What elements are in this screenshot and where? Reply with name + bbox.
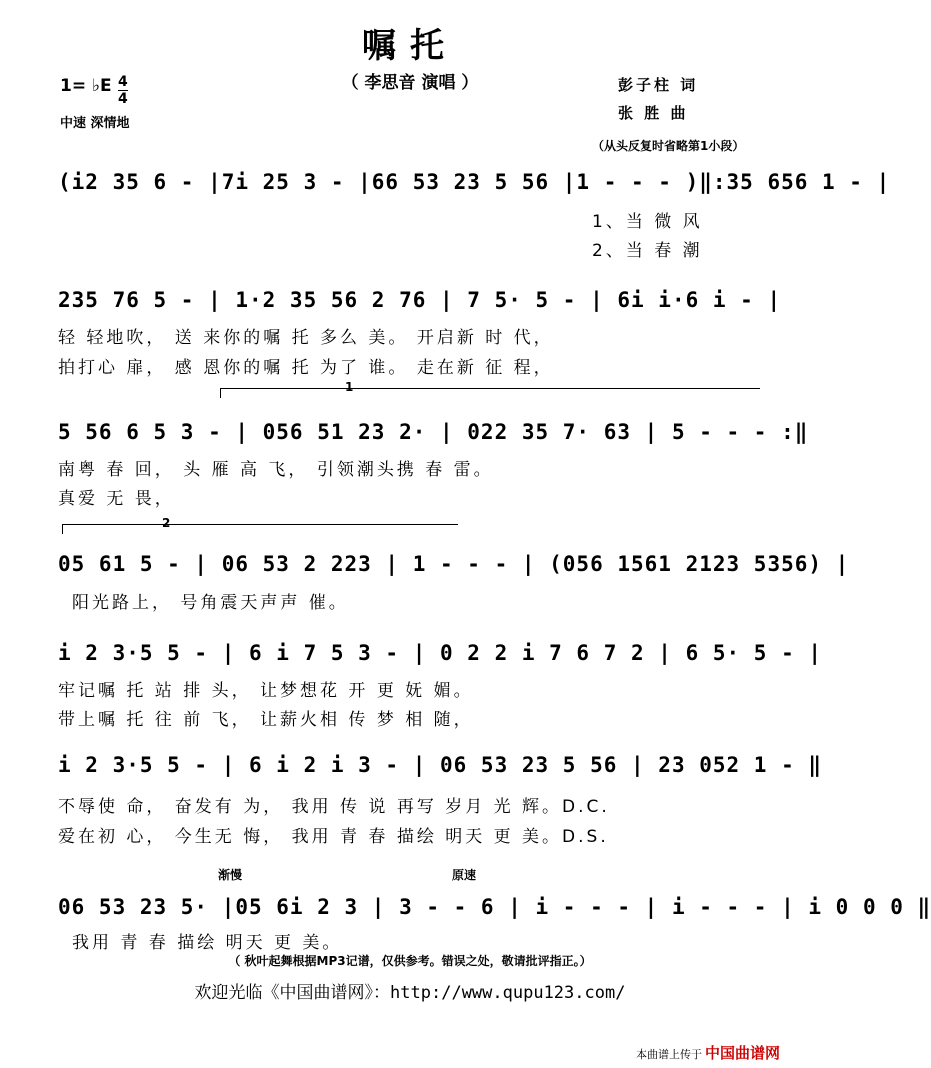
a-tempo-mark: 原速 — [452, 868, 477, 882]
lyric-line: 南粤 春 回， 头 雁 高 飞， 引领潮头携 春 雷。 — [58, 460, 494, 480]
volta-2-tick — [62, 524, 63, 534]
composer-credit: 张 胜 曲 — [618, 104, 689, 122]
singer-credit: （ 李思音 演唱 ） — [341, 73, 479, 93]
lyric-line: 真爱 无 畏， — [58, 489, 175, 509]
tempo-marking: 中速 深情地 — [60, 116, 130, 131]
repeat-note: （从头反复时省略第1小段） — [592, 139, 745, 153]
site-logo: 中国曲谱网 — [704, 1044, 780, 1062]
score-line-1: (i2 35 6 - |7i 25 3 - |66 53 23 5 56 |1 - - - )‖:35 656 1 - | — [58, 170, 891, 194]
score-line-2: 235 76 5 - | 1·2 35 56 2 76 | 7 5· 5 - | 6i i·6 i - | — [58, 288, 782, 312]
site-link[interactable]: 欢迎光临《中国曲谱网》：http://www.qupu123.com/ — [194, 983, 626, 1003]
lyric-line: 我用 青 春 描绘 明天 更 美。 — [72, 933, 343, 953]
lyric-line: 牢记嘱 托 站 排 头， 让梦想花 开 更 妩 媚。 — [58, 681, 474, 701]
lyric-line: 阳光路上， 号角震天声声 催。 — [72, 593, 349, 613]
lyric-line: 1、当 微 风 — [592, 212, 703, 232]
lyric-line: 带上嘱 托 往 前 飞， 让薪火相 传 梦 相 随， — [58, 710, 474, 730]
lyric-line: 2、当 春 潮 — [592, 241, 703, 261]
key-signature: 1= ♭E — [60, 76, 112, 96]
upload-label: 本曲谱上传于 — [636, 1048, 702, 1061]
volta-2-label: 2 — [162, 516, 171, 530]
volta-1-label: 1 — [345, 380, 354, 394]
lyric-line: 拍打心 扉， 感 恩你的嘱 托 为了 谁。 走在新 征 程， — [58, 358, 554, 378]
lyric-line: 轻 轻地吹， 送 来你的嘱 托 多么 美。 开启新 时 代， — [58, 328, 554, 348]
score-line-5: i 2 3·5 5 - | 6 i 7 5 3 - | 0 2 2 i 7 6 7 2 | 6 5· 5 - | — [58, 641, 823, 665]
volta-2-bracket — [62, 524, 458, 525]
lyric-line: 不辱使 命， 奋发有 为， 我用 传 说 再写 岁月 光 辉。D.C. — [58, 797, 610, 817]
score-line-3: 5 56 6 5 3 - | 056 51 23 2· | 022 35 7· 63 | 5 - - - :‖ — [58, 420, 809, 444]
volta-1-tick — [220, 388, 221, 398]
time-signature: 4 4 — [118, 74, 128, 107]
slower-mark: 渐慢 — [218, 868, 243, 882]
score-line-6: i 2 3·5 5 - | 6 i 2 i 3 - | 06 53 23 5 56 | 23 052 1 - ‖ — [58, 753, 823, 777]
lyric-line: 爱在初 心， 今生无 悔， 我用 青 春 描绘 明天 更 美。D.S. — [58, 827, 609, 847]
lyricist-credit: 彭子柱 词 — [618, 76, 699, 94]
volta-1-bracket — [220, 388, 760, 389]
transcription-note: （ 秋叶起舞根据MP3记谱，仅供参考。错误之处，敬请批评指正。） — [228, 954, 592, 968]
score-line-7: 06 53 23 5· |05 6i 2 3 | 3 - - 6 | i - - - | i - - - | i 0 0 0 ‖ — [58, 895, 931, 919]
score-line-4: 05 61 5 - | 06 53 2 223 | 1 - - - | (056 1561 2123 5356) | — [58, 552, 850, 576]
song-title: 嘱托 — [362, 26, 458, 66]
